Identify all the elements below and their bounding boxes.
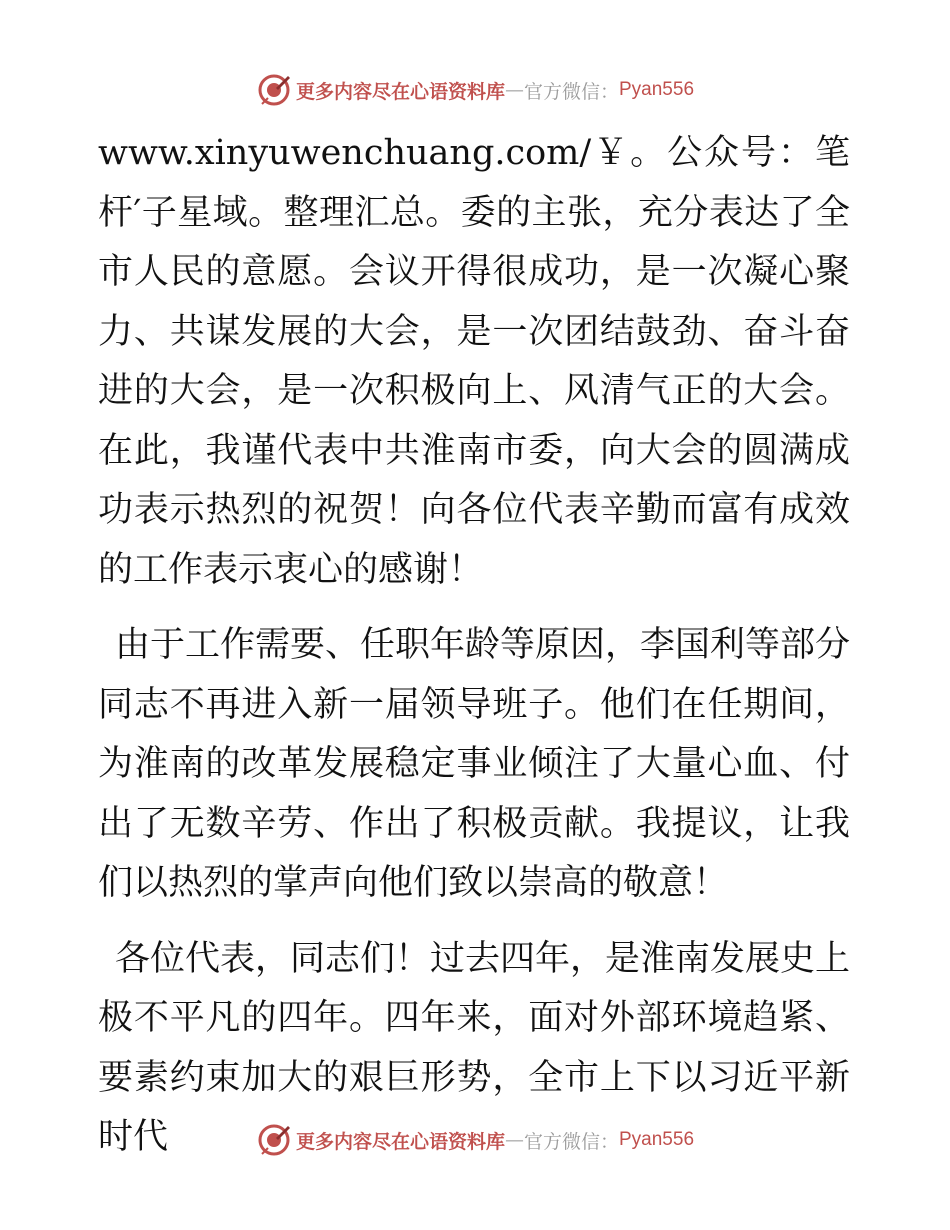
banner-wechat-id: Pyan556 [619, 79, 695, 100]
document-body [98, 124, 850, 1168]
banner-brand-text: 更多内容尽在心语资料库 [295, 1130, 505, 1153]
banner-dash: — [504, 1129, 524, 1151]
banner-official-label: 官方微信： [523, 80, 619, 103]
paragraph-3: 各位代表，同志们！过去四年，是淮南发展史上极不平凡的四年。四年来，面对外部环境趋紧、要素约束加大的艰巨形势，全市上下以习近平新时代 [98, 938, 851, 1157]
banner-official-label: 官方微信： [523, 1130, 619, 1153]
header-banner [0, 70, 950, 110]
pen-logo-icon [256, 1122, 292, 1158]
footer-banner [0, 1120, 950, 1160]
banner-brand-text: 更多内容尽在心语资料库 [295, 80, 505, 103]
pen-logo-icon [256, 72, 292, 108]
paragraph-2: 由于工作需要、任职年龄等原因，李国利等部分同志不再进入新一届领导班子。他们在任期间，为淮南的改革发展稳定事业倾注了大量心血、付出了无数辛劳、作出了积极贡献。我提议，让我们以热烈的掌声向他们致以崇高的敬意！ [98, 625, 851, 903]
banner-wechat-id: Pyan556 [619, 1129, 695, 1150]
paragraph-1: www.xinyuwenchuang.com/￥。公众号：笔杆′子星域。整理汇总。委的主张，充分表达了全市人民的意愿。会议开得很成功，是一次凝心聚力、共谋发展的大会，是一次团结鼓劲、奋斗奋进的大会，是一次积极向上、风清气正的大会。在此，我谨代表中共淮南市委，向大会的圆满成功表示热烈的祝贺！向各位代表辛勤而富有成效的工作表示衷心的感谢！ [98, 133, 850, 590]
banner-dash: — [504, 79, 524, 101]
